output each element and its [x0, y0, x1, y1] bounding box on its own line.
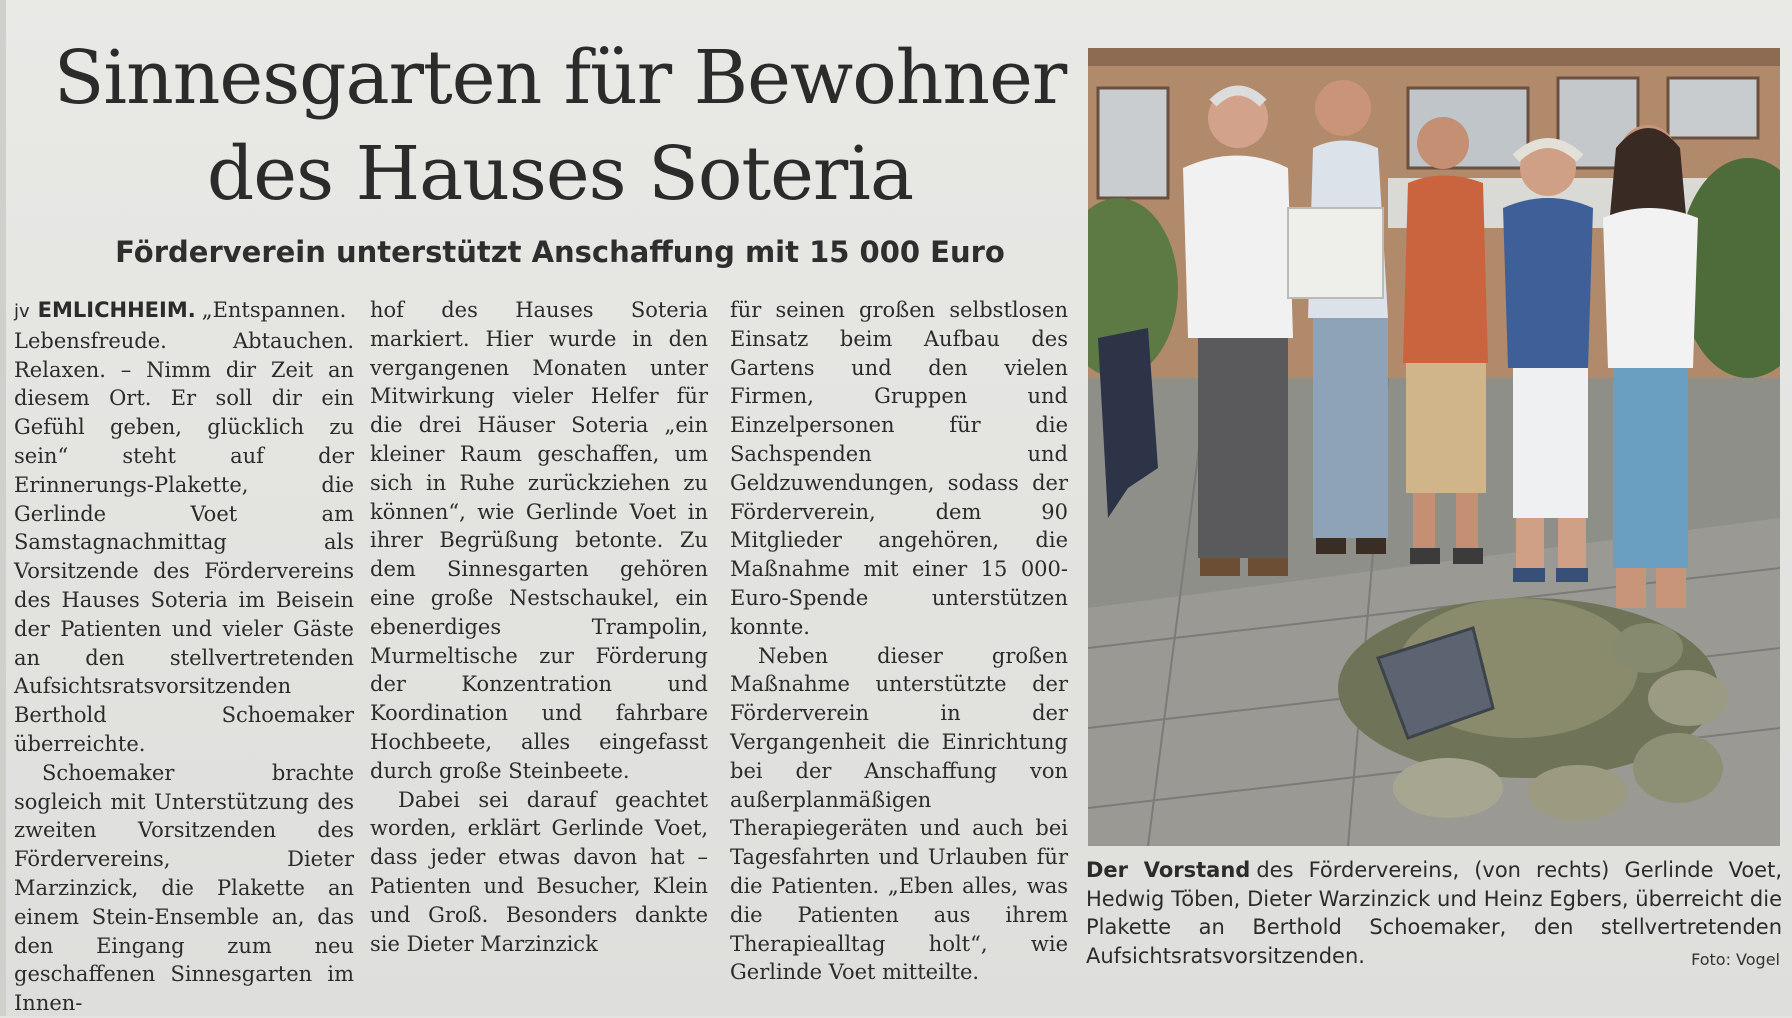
- caption-lead: Der Vorstand: [1086, 858, 1251, 882]
- certificate: [1288, 208, 1383, 298]
- article-photo: [1088, 48, 1780, 846]
- article-column-2: [370, 296, 708, 976]
- article-column-1: [14, 296, 354, 1016]
- author-initials: jv: [14, 301, 30, 322]
- paragraph-3: hof des Hauses Soteria markiert. Hier wurde in den vergangenen Monaten unter Mitwirkung vieler Helfer für die drei Häuser Soteria „ein kleiner Raum geschaffen, um sich in Ruhe zurückziehen zu können“, wie Gerlinde Voet in ihrer Begrüßung betonte. Zu dem Sinnesgarten gehören eine große Nestschaukel, ein ebenerdiges Trampolin, Murmeltische zur Förderung der Konzentration und Koordination und fahrbare Hochbeete, alles eingefasst durch große Steinbeete.: [370, 298, 708, 783]
- headline: [40, 30, 1080, 222]
- caption-text: des Fördervereins, (von rechts) Gerlinde Voet, Hedwig Töben, Dieter Warzinzick und Heinz Egbers, überreicht die Plakette an Berthold Schoemaker, den stellvertretenden Aufsichtsratsvorsitzenden.: [1086, 858, 1783, 968]
- dateline-location: EMLICHHEIM.: [37, 298, 196, 322]
- paragraph-4: Dabei sei darauf geachtet worden, erklärt Gerlinde Voet, dass jeder etwas davon hat – Patienten und Besucher, Klein und Groß. Besonders dankte sie Dieter Marzinzick: [370, 787, 708, 956]
- window: [1098, 88, 1168, 198]
- headline-line-2: des Hauses Soteria: [206, 131, 914, 217]
- headline-line-1: Sinnesgarten für Bewohner: [53, 35, 1067, 121]
- person-dieter-warzinzick: [1308, 80, 1388, 554]
- paragraph-1: [14, 296, 354, 759]
- subheadline: Förderverein unterstützt Anschaffung mit 15 000 Euro: [115, 235, 1005, 269]
- paragraph-1-text: „Entspannen. Lebensfreude. Abtauchen. Relaxen. – Nimm dir Zeit an diesem Ort. Er soll dir ein Gefühl geben, glücklich zu sein“ steht auf der Erinnerungs-Plakette, die Gerlinde Voet am Samstagnachmittag als Vorsitzende des Fördervereins des Hauses Soteria im Beisein der Patienten und vieler Gäste an den stellvertretenden Aufsichtsratsvorsitzenden Berthold Schoemaker überreichte.: [14, 298, 354, 756]
- person-hedwig-toeben: [1503, 140, 1593, 582]
- page-edge: [0, 0, 6, 1016]
- paragraph-2: Schoemaker brachte sogleich mit Unterstützung des zweiten Vorsitzenden des Fördervereins, Dieter Marzinzick, die Plakette an einem Stein-Ensemble an, das den Eingang zum neu geschaffenen Sinnesgarten im Innen-: [14, 760, 354, 1016]
- photo-illustration: [1088, 48, 1780, 846]
- article-column-3: [730, 296, 1068, 985]
- photo-credit: Foto: Vogel: [1691, 950, 1780, 969]
- paragraph-6: Neben dieser großen Maßnahme unterstützte der Förderverein in der Vergangenheit die Einrichtung bei der Anschaffung von außerplanmäßigen Therapiegeräten und auch bei Tagesfahrten und Urlauben für die Patienten. „Eben alles, was die Patienten aus ihrem Therapiealltag holt“, wie Gerlinde Voet mitteilte.: [730, 643, 1068, 985]
- roof-edge: [1088, 48, 1780, 66]
- paragraph-5: für seinen großen selbstlosen Einsatz beim Aufbau des Gartens und den vielen Firmen, Gruppen und Einzelpersonen für die Sachspenden und Geldzuwendungen, sodass der Förderverein, dem 90 Mitglieder angehören, die Maßnahme mit einer 15 000-Euro-Spende unterstützen konnte.: [730, 298, 1068, 639]
- person-gerlinde-voet: [1603, 125, 1698, 608]
- window: [1668, 78, 1758, 138]
